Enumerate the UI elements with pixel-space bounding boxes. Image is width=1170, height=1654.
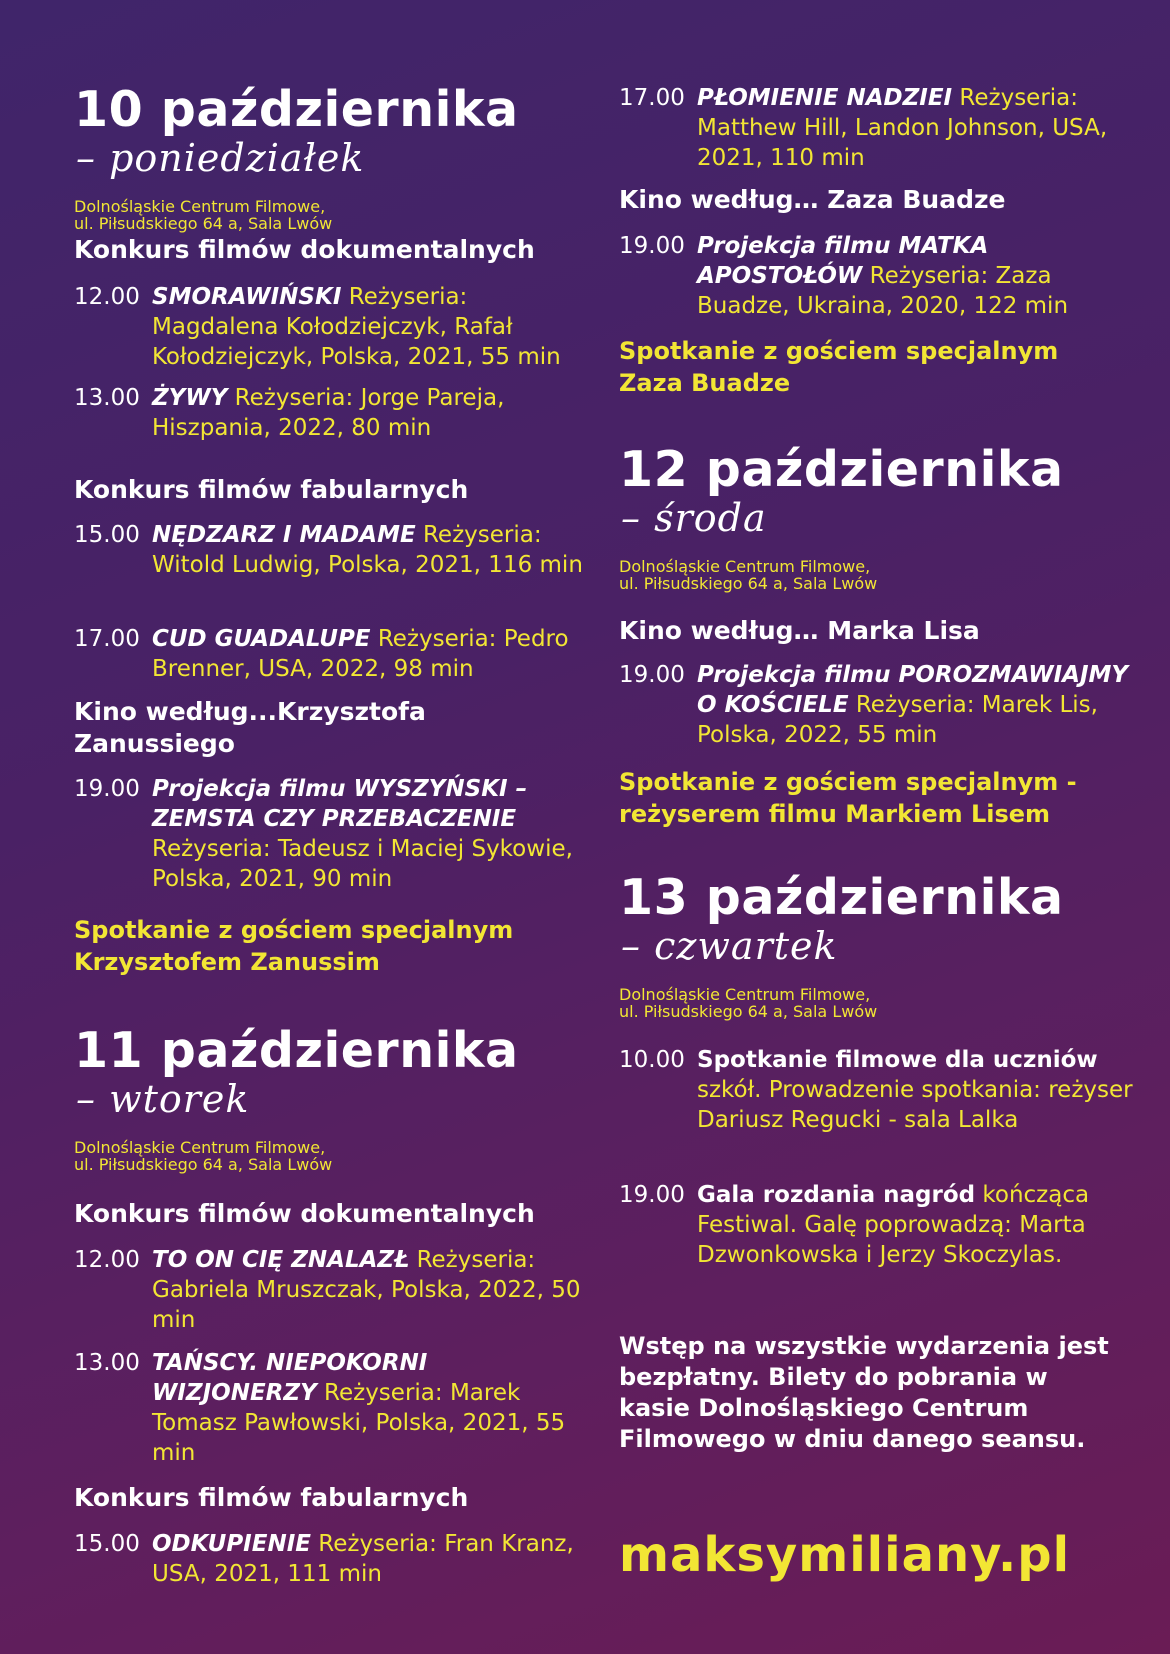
- film-details: Reżyseria: Magdalena Kołodziejczyk, Rafał Kołodziejczyk, Polska, 2021, 55 min: [152, 284, 561, 370]
- film-title: NĘDZARZ I MADAME: [152, 522, 416, 548]
- section-heading: Konkurs filmów fabularnych: [74, 475, 469, 504]
- section-heading: Konkurs filmów fabularnych: [74, 1483, 469, 1512]
- event-details: szkół. Prowadzenie spotkania: reżyser Dariusz Regucki - sala Lalka: [697, 1077, 1133, 1133]
- event-title: Spotkanie filmowe dla uczniów: [697, 1047, 1098, 1073]
- venue: Dolnośląskie Centrum Filmowe, ul. Piłsudskiego 64 a, Sala Lwów: [74, 1138, 333, 1174]
- schedule-entry: [74, 282, 594, 372]
- section-heading: Kino według...Krzysztofa Zanussiego: [74, 697, 426, 758]
- film-details: Reżyseria: Zaza Buadze, Ukraina, 2020, 122 min: [697, 263, 1069, 319]
- entry-time: 19.00: [619, 662, 685, 688]
- entry-time: 15.00: [74, 522, 140, 548]
- venue: Dolnośląskie Centrum Filmowe, ul. Piłsudskiego 64 a, Sala Lwów: [619, 985, 878, 1021]
- day-weekday: – środa: [621, 496, 767, 540]
- film-title: Projekcja filmu WYSZYŃSKI – ZEMSTA CZY PRZEBACZENIE: [152, 776, 528, 832]
- section-heading: Konkurs filmów dokumentalnych: [74, 235, 535, 264]
- schedule-entry: [74, 1245, 594, 1335]
- website-url[interactable]: maksymiliany.pl: [619, 1527, 1071, 1583]
- day-11-header: [74, 1023, 594, 1173]
- schedule-entry: [74, 774, 594, 894]
- film-details: Reżyseria: Tadeusz i Maciej Sykowie, Polska, 2021, 90 min: [152, 836, 573, 892]
- entry-time: 17.00: [619, 85, 685, 111]
- schedule-entry: [619, 83, 1139, 173]
- day-title: 12 października: [619, 441, 1064, 498]
- film-title: ŻYWY: [152, 385, 228, 411]
- schedule-entry: [74, 624, 594, 684]
- film-details: Reżyseria: Pedro Brenner, USA, 2022, 98 min: [152, 626, 569, 682]
- film-details: Reżyseria: Gabriela Mruszczak, Polska, 2022, 50 min: [152, 1247, 581, 1333]
- day-weekday: – wtorek: [76, 1077, 250, 1121]
- day-weekday: – poniedziałek: [76, 136, 365, 180]
- event-details: kończąca Festiwal. Galę poprowadzą: Marta Dzwonkowska i Jerzy Skoczylas.: [697, 1182, 1090, 1268]
- film-title: TAŃSCY. NIEPOKORNI WIZJONERZY: [152, 1350, 428, 1406]
- day-weekday: – czwartek: [621, 924, 838, 968]
- special-guest: Spotkanie z gościem specjalnym - reżyserem filmu Markiem Lisem: [619, 768, 1077, 828]
- schedule-entry: [74, 520, 594, 580]
- schedule-entry: [74, 1529, 594, 1589]
- film-title: SMORAWIŃSKI: [152, 284, 342, 310]
- schedule-entry: [619, 231, 1139, 321]
- section-heading: Kino według… Zaza Buadze: [619, 185, 1006, 214]
- special-guest: Spotkanie z gościem specjalnym Zaza Buadze: [619, 337, 1059, 397]
- schedule-entry: [619, 1045, 1139, 1135]
- film-details: Reżyseria: Witold Ludwig, Polska, 2021, 116 min: [152, 522, 583, 578]
- section-heading: Kino według… Marka Lisa: [619, 616, 980, 645]
- entry-time: 19.00: [619, 233, 685, 259]
- day-title: 11 października: [74, 1022, 519, 1079]
- entry-time: 19.00: [619, 1182, 685, 1208]
- film-details: Reżyseria: Fran Kranz, USA, 2021, 111 min: [152, 1531, 574, 1587]
- venue: Dolnośląskie Centrum Filmowe, ul. Piłsudskiego 64 a, Sala Lwów: [74, 197, 333, 233]
- day-title: 10 października: [74, 81, 519, 138]
- entry-time: 13.00: [74, 385, 140, 411]
- film-title: Projekcja filmu POROZMAWIAJMY O KOŚCIELE: [697, 662, 1129, 718]
- day-12-header: [619, 442, 1139, 592]
- schedule-entry: [619, 660, 1139, 750]
- day-10-header: [74, 82, 594, 232]
- entry-time: 17.00: [74, 626, 140, 652]
- entry-time: 15.00: [74, 1531, 140, 1557]
- entry-time: 12.00: [74, 284, 140, 310]
- admission-note: Wstęp na wszystkie wydarzenia jest bezpłatny. Bilety do pobrania w kasie Dolnośląskiego Centrum Filmowego w dniu danego seansu.: [619, 1332, 1109, 1453]
- schedule-entry: [619, 1180, 1139, 1270]
- film-details: Reżyseria: Marek Tomasz Pawłowski, Polska, 2021, 55 min: [152, 1380, 566, 1466]
- day-title: 13 października: [619, 869, 1064, 926]
- entry-time: 19.00: [74, 776, 140, 802]
- film-title: Projekcja filmu MATKA APOSTOŁÓW: [697, 233, 989, 289]
- film-details: Reżyseria: Matthew Hill, Landon Johnson, USA, 2021, 110 min: [697, 85, 1108, 171]
- schedule-entry: [74, 1348, 594, 1468]
- film-details: Reżyseria: Marek Lis, Polska, 2022, 55 min: [697, 692, 1098, 748]
- film-title: ODKUPIENIE: [152, 1531, 311, 1557]
- entry-time: 13.00: [74, 1350, 140, 1376]
- special-guest: Spotkanie z gościem specjalnym Krzysztofem Zanussim: [74, 916, 514, 976]
- section-heading: Konkurs filmów dokumentalnych: [74, 1199, 535, 1228]
- entry-time: 12.00: [74, 1247, 140, 1273]
- film-title: TO ON CIĘ ZNALAZŁ: [152, 1247, 410, 1273]
- film-title: CUD GUADALUPE: [152, 626, 371, 652]
- entry-time: 10.00: [619, 1047, 685, 1073]
- film-title: PŁOMIENIE NADZIEI: [697, 85, 953, 111]
- film-details: Reżyseria: Jorge Pareja, Hiszpania, 2022, 80 min: [152, 385, 505, 441]
- venue: Dolnośląskie Centrum Filmowe, ul. Piłsudskiego 64 a, Sala Lwów: [619, 557, 878, 593]
- event-title: Gala rozdania nagród: [697, 1182, 976, 1208]
- schedule-entry: [74, 383, 594, 443]
- day-13-header: [619, 870, 1139, 1020]
